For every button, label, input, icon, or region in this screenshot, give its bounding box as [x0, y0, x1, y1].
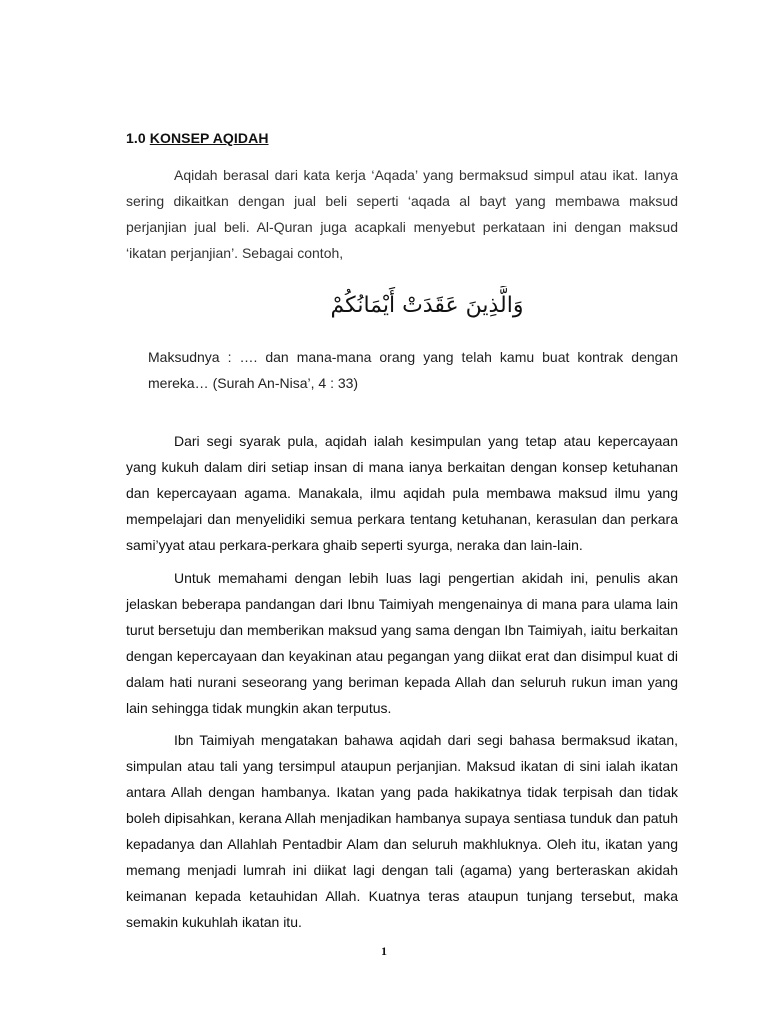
- paragraph-syarak: Dari segi syarak pula, aqidah ialah kesimpulan yang tetap atau kepercayaan yang kukuh dalam diri setiap insan di mana ianya berkaitan dengan konsep ketuhanan dan kepercayaan agama. Manakala, ilmu aqidah pula membawa maksud ilmu yang mempelajari dan menyelidiki semua perkara tentang ketuhanan, kerasulan dan perkara sami’yyat atau perkara-perkara ghaib seperti syurga, neraka dan lain-lain.: [126, 433, 678, 553]
- arabic-verse-calligraphy: [316, 286, 538, 326]
- section-title: KONSEP AQIDAH: [149, 130, 269, 146]
- paragraph-ibn-taimiyah: Ibn Taimiyah mengatakan bahawa aqidah dari segi bahasa bermaksud ikatan, simpulan atau tali yang tersimpul ataupun perjanjian. Maksud ikatan di sini ialah ikatan antara Allah dengan hambanya. Ikatan yang pada hakikatnya tidak terpisah dan tidak boleh dipisahkan, kerana Allah menjadikan hambanya supaya sentiasa tunduk dan patuh kepadanya dan Allahlah Pentadbir Alam dan seluruh makhluknya. Oleh itu, ikatan yang memang menjadi lumrah ini diikat lagi dengan tali (agama) yang berteraskan akidah keimanan kepada ketauhidan Allah. Kuatnya teras ataupun tunjang tersebut, maka semakin kukuhlah ikatan itu.: [126, 732, 678, 930]
- paragraph-pemahaman: Untuk memahami dengan lebih luas lagi pengertian akidah ini, penulis akan jelaskan beberapa pandangan dari Ibnu Taimiyah mengenainya di mana para ulama lain turut bersetuju dan memberikan maksud yang sama dengan Ibn Taimiyah, iaitu berkaitan dengan kepercayaan dan keyakinan atau pegangan yang diikat erat dan disimpul kuat di dalam hati nurani seseorang yang beriman kepada Allah dan seluruh rukun iman yang lain sehingga tidak mungkin akan terputus.: [126, 570, 678, 716]
- page-number: 1: [381, 944, 387, 958]
- verse-translation: Maksudnya : …. dan mana-mana orang yang telah kamu buat kontrak dengan mereka… (Surah An-Nisa’, 4 : 33): [148, 349, 678, 391]
- arabic-verse-text: وَالَّذِينَ عَقَدَتْ أَيْمَانُكُمْ: [330, 293, 524, 318]
- section-heading: [126, 130, 269, 146]
- paragraph-intro: Aqidah berasal dari kata kerja ‘Aqada’ yang bermaksud simpul atau ikat. Ianya sering dikaitkan dengan jual beli seperti ‘aqada al bayt yang membawa maksud perjanjian jual beli. Al-Quran juga acapkali menyebut perkataan ini dengan maksud ‘ikatan perjanjian’. Sebagai contoh,: [126, 167, 678, 261]
- section-number: 1.0: [126, 130, 146, 146]
